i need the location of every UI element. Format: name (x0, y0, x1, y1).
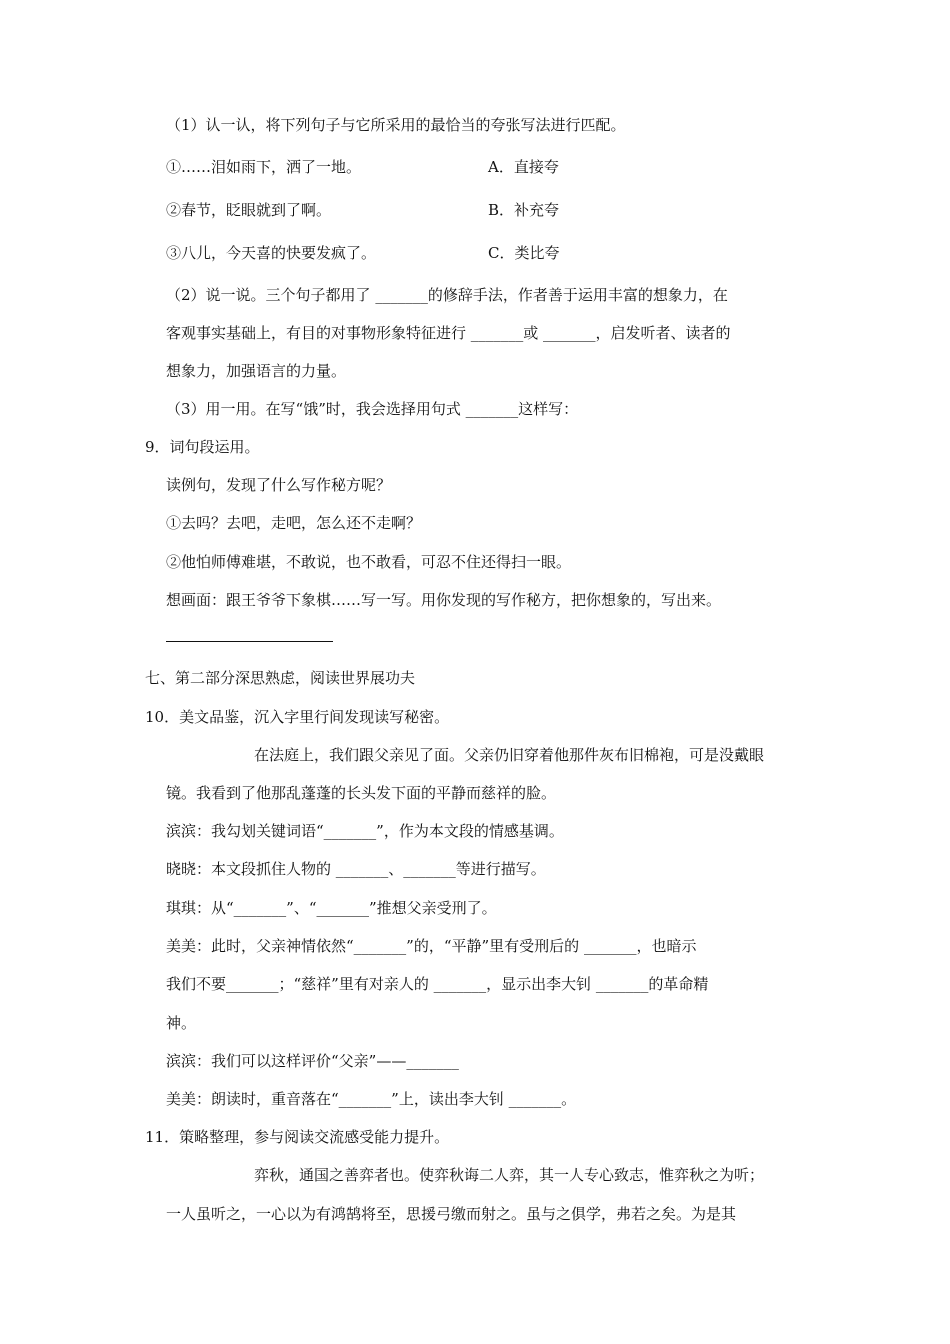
q8-sentence-2: ②春节，眨眼就到了啊。 (166, 201, 332, 219)
q9-example-1: ①去吗？去吧，走吧，怎么还不走啊？ (166, 514, 422, 532)
q8-part3: （3）用一用。在写“饿”时，我会选择用句式 _______这样写： (166, 400, 579, 418)
q8-part2-line3: 想象力，加强语言的力量。 (166, 362, 347, 380)
q10-dialogue-4-line2: 我们不要_______；“慈祥”里有对亲人的 _______，显示出李大钊 _______的革命精 (166, 975, 709, 993)
q8-sentence-3: ③八儿，今天喜的快要发疯了。 (166, 244, 377, 262)
q9-example-2: ②他怕师傅难堪，不敢说，也不敢看，可忍不住还得扫一眼。 (166, 553, 572, 571)
q9-prompt: 读例句，发现了什么写作秘方呢？ (166, 476, 392, 494)
q8-option-a: A．直接夸 (488, 158, 559, 176)
q11-title: 11．策略整理，参与阅读交流感受能力提升。 (145, 1128, 450, 1146)
q10-passage-line2: 镜。我看到了他那乱蓬蓬的长头发下面的平静而慈祥的脸。 (166, 784, 557, 802)
q11-passage-line1: 弈秋，通国之善弈者也。使弈秋诲二人弈，其一人专心致志，惟弈秋之为听； (254, 1166, 765, 1184)
q10-passage-line1: 在法庭上，我们跟父亲见了面。父亲仍旧穿着他那件灰布旧棉袍，可是没戴眼 (254, 746, 765, 764)
q9-answer-line (166, 641, 333, 642)
q8-sentence-1: ①……泪如雨下，洒了一地。 (166, 158, 362, 176)
q10-dialogue-6: 美美：朗读时，重音落在“_______”上，读出李大钊 _______。 (166, 1090, 577, 1108)
q8-option-c: C．类比夸 (488, 244, 560, 262)
q10-dialogue-3: 琪琪：从“_______”、“_______”推想父亲受刑了。 (166, 899, 497, 917)
q8-part1-prompt: （1）认一认，将下列句子与它所采用的最恰当的夸张写法进行匹配。 (166, 116, 626, 134)
q8-option-b: B．补充夸 (488, 201, 560, 219)
q10-dialogue-4-line1: 美美：此时，父亲神情依然“_______”的，“平静”里有受刑后的 _______，也暗示 (166, 937, 697, 955)
q8-part2-line2: 客观事实基础上，有目的对事物形象特征进行 _______或 _______，启发听者、读者的 (166, 324, 731, 342)
q11-passage-line2: 一人虽听之，一心以为有鸿鹄将至，思援弓缴而射之。虽与之俱学，弗若之矣。为是其 (166, 1205, 737, 1223)
q10-dialogue-1: 滨滨：我勾划关键词语“_______”，作为本文段的情感基调。 (166, 822, 564, 840)
q10-dialogue-2: 晓晓：本文段抓住人物的 _______、_______等进行描写。 (166, 860, 546, 878)
q9-task: 想画面：跟王爷爷下象棋……写一写。用你发现的写作秘方，把你想象的，写出来。 (166, 591, 722, 609)
section-7-heading: 七、第二部分深思熟虑，阅读世界展功夫 (145, 669, 416, 687)
q8-part2-line1: （2）说一说。三个句子都用了 _______的修辞手法，作者善于运用丰富的想象力，在 (166, 286, 728, 304)
q9-title: 9．词句段运用。 (145, 438, 260, 456)
q10-dialogue-4-line3: 神。 (166, 1014, 197, 1032)
q10-dialogue-5: 滨滨：我们可以这样评价“父亲”——_______ (166, 1052, 459, 1070)
q10-title: 10．美文品鉴，沉入字里行间发现读写秘密。 (145, 708, 450, 726)
